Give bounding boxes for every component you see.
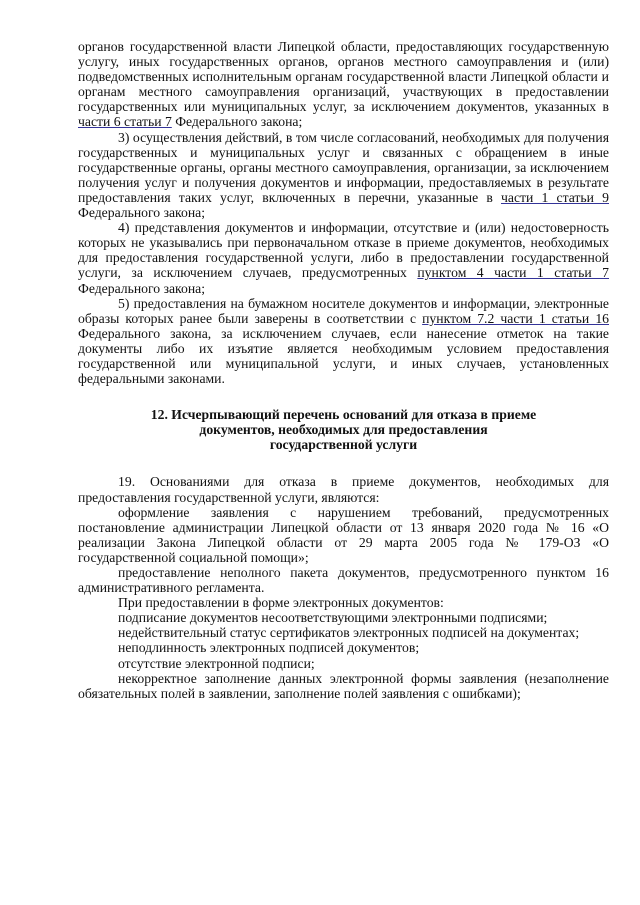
- text-fragment: Федерального закона;: [78, 280, 206, 296]
- list-item-no-signature: отсутствие электронной подписи;: [118, 655, 315, 671]
- list-item-invalid-certificates: недействительный статус сертификатов электронных подписей на документах;: [118, 625, 580, 641]
- law-reference-link[interactable]: пунктом 4 части 1 статьи 7: [417, 265, 609, 281]
- text-fragment: Федерального закона;: [78, 205, 206, 221]
- heading-line: 12. Исчерпывающий перечень оснований для отказа в приеме: [150, 407, 537, 423]
- law-reference-link[interactable]: части 6 статьи 7: [78, 114, 172, 130]
- paragraph-continuation: [78, 39, 609, 130]
- section-heading: [78, 407, 609, 452]
- text-fragment: Федерального закона, за исключением случаев, если нанесение отметок на такие документы либо их изъятие является необходимым условием предоставления государственной или муниципальной услуги, и иных случаев, установленных федеральными законами.: [78, 325, 609, 387]
- text-fragment: органов государственной власти Липецкой области, предоставляющих государственную услугу, иных государственных органов, органов местного самоуправления и (или) подведомственных исполнительным органам государственной власти Липецкой области и органам местного самоуправления организаций, участвующих в предоставлении государственных или муниципальных услуг, за исключением документов, указанных в: [78, 39, 609, 115]
- list-item-unauthentic-signatures: неподлинность электронных подписей документов;: [118, 640, 420, 656]
- text-fragment: 3) осуществления действий, в том числе согласований, необходимых для получения государственных и муниципальных услуг и связанных с обращением в иные государственные органы, органы местного самоуправления, организации, за исключением получения услуг и получения документов и информации, предоставляемых в результате предоставления таких услуг, включенных в перечни, указанные в: [78, 129, 609, 205]
- paragraph-item-5: [78, 296, 609, 387]
- list-item-incorrect-form-data: некорректное заполнение данных электронной формы заявления (незаполнение обязательных полей в заявлении, заполнение полей заявления с ошибками);: [78, 670, 609, 701]
- list-item-incomplete-package: предоставление неполного пакета документов, предусмотренного пунктом 16 административного регламента.: [78, 565, 609, 596]
- list-item-form-violation: оформление заявления с нарушением требований, предусмотренных постановление администрации Липецкой области от 13 января 2020 года № 16 «О реализации Закона Липецкой области от 29 марта 2005 года № 179-ОЗ «О государственной социальной помощи»;: [78, 504, 609, 565]
- text-fragment: 5) предоставления на бумажном носителе документов и информации, электронные образы которых ранее были заверены в соответствии с: [78, 295, 609, 326]
- paragraph-19: 19. Основаниями для отказа в приеме документов, необходимых для предоставления государственной услуги, являются:: [78, 474, 609, 505]
- list-item-electronic-intro: При предоставлении в форме электронных документов:: [118, 595, 444, 611]
- heading-line: государственной услуги: [269, 437, 418, 453]
- text-fragment: 4) представления документов и информации, отсутствие и (или) недостоверность которых не указывались при первоначальном отказе в приеме документов, необходимых для предоставления государственной услуги, либо в предоставлении государственной услуги, за исключением случаев, предусмотренных: [78, 220, 609, 281]
- text-fragment: Федерального закона;: [171, 114, 303, 130]
- law-reference-link[interactable]: пунктом 7.2 части 1 статьи 16: [422, 310, 610, 326]
- law-reference-link[interactable]: части 1 статьи 9: [500, 189, 609, 205]
- heading-line: документов, необходимых для предоставления: [199, 422, 488, 438]
- list-item-wrong-signatures: подписание документов несоответствующими электронными подписями;: [118, 610, 548, 626]
- paragraph-item-3: [78, 130, 609, 221]
- paragraph-item-4: [78, 220, 609, 295]
